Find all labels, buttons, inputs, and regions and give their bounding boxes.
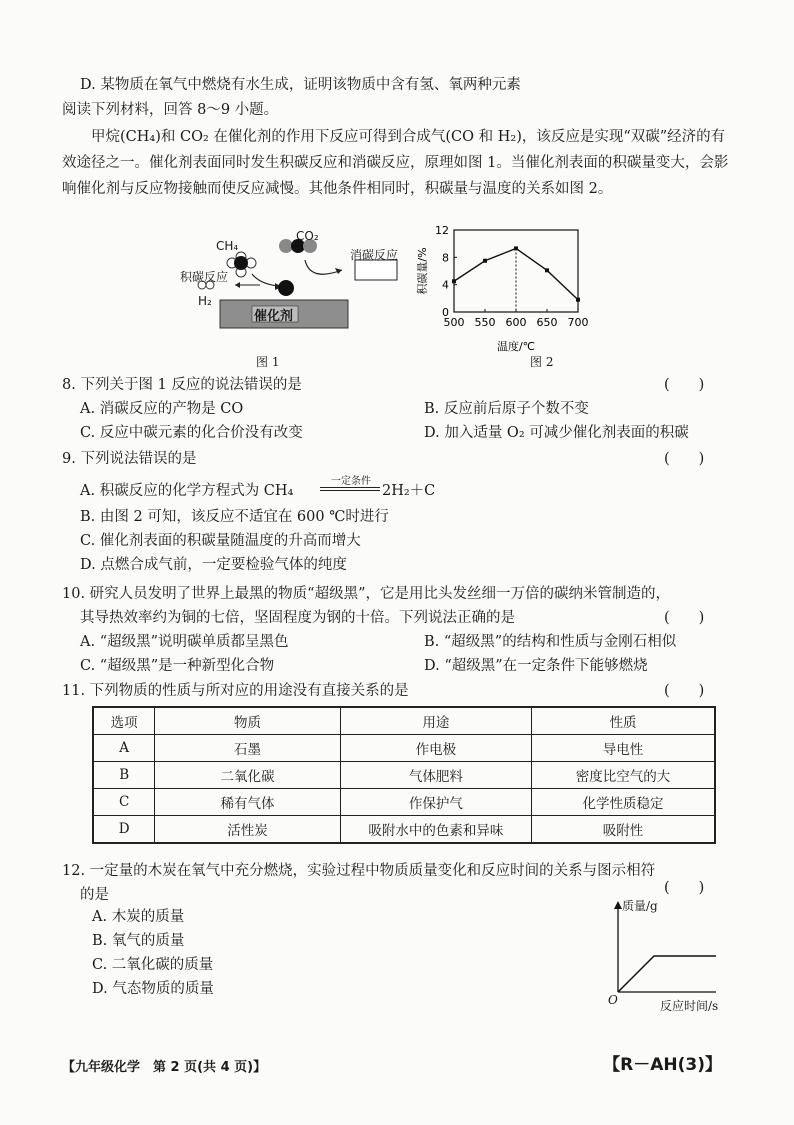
table-cell: 化学性质稳定 (532, 789, 715, 816)
figure-2-chart (412, 220, 602, 366)
q9-stem: 9. 下列说法错误的是 (62, 451, 197, 467)
x-axis-label: 温度/℃ (496, 340, 536, 353)
q8-option-d: D. 加入适量 O₂ 可减少催化剂表面的积碳 (424, 425, 689, 441)
y-tick-label: 12 (435, 224, 449, 237)
table-cell: 二氧化碳 (155, 762, 340, 789)
q12-answer-paren: ( ) (664, 880, 705, 896)
q9-option-b: B. 由图 2 可知，该反应不适宜在 600 ℃时进行 (80, 509, 389, 525)
q12-option-b: B. 氧气的质量 (92, 933, 185, 949)
table-cell: D (93, 816, 155, 844)
page-footer-right: 【R－AH(3)】 (603, 1055, 722, 1075)
table-header-cell: 用途 (340, 707, 531, 735)
q8-option-b: B. 反应前后原子个数不变 (424, 401, 589, 417)
q11-stem: 11. 下列物质的性质与所对应的用途没有直接关系的是 (62, 683, 409, 699)
x-tick-label: 500 (443, 316, 465, 329)
q12-graph-curve (618, 956, 716, 992)
fig1-xiaotan-label: 消碳反应 (350, 248, 399, 262)
reading-material: 甲烷(CH₄)和 CO₂ 在催化剂的作用下反应可得到合成气(CO 和 H₂)，该反应是实现“双碳”经济的有效途径之一。催化剂表面同时发生积碳反应和消碳反应，原理如图 1。当催化剂表面的积碳量变大，会影响催化剂与反应物接触而使反应减慢。其他条件相同时，积碳量与温度的关系如图 2。 (62, 129, 729, 197)
q12-option-d: D. 气态物质的质量 (92, 981, 214, 997)
table-cell: A (93, 735, 155, 762)
y-tick-label: 8 (442, 251, 449, 265)
q10-stem-line-2: 其导热效率约为铜的七倍，坚固程度为钢的十倍。下列说法正确的是 (80, 610, 515, 626)
q9-reaction-condition: 一定条件 (331, 476, 371, 487)
table-cell: 稀有气体 (155, 789, 340, 816)
y-axis-label: 积碳量/% (416, 247, 429, 295)
q12-graph-origin: O (608, 993, 618, 1007)
previous-option-d: D. 某物质在氧气中燃烧有水生成，证明该物质中含有氢、氧两种元素 (80, 77, 521, 93)
table-row (93, 762, 715, 789)
fig1-h2-label: H₂ (198, 294, 212, 308)
table-cell: 吸附性 (532, 816, 715, 844)
table-cell: 密度比空气的大 (532, 762, 715, 789)
data-point (514, 246, 518, 250)
table-header-cell: 选项 (93, 707, 155, 735)
data-point (545, 268, 549, 272)
q12-graph-xlabel: 反应时间/s (660, 999, 719, 1013)
table-cell: 作电极 (340, 735, 531, 762)
q10-option-c: C. “超级黑”是一种新型化合物 (80, 658, 275, 674)
q10-option-d: D. “超级黑”在一定条件下能够燃烧 (424, 658, 648, 674)
table-header-row (93, 707, 715, 735)
table-cell: 活性炭 (155, 816, 340, 844)
data-point (483, 259, 487, 263)
q10-option-b: B. “超级黑”的结构和性质与金刚石相似 (424, 634, 677, 650)
q11-table (92, 706, 716, 844)
x-tick-label: 700 (567, 316, 589, 329)
table-header-cell: 物质 (155, 707, 340, 735)
table-cell: 气体肥料 (340, 762, 531, 789)
table-row (93, 816, 715, 844)
y-tick-label: 4 (442, 278, 449, 292)
page-footer-left: 【九年级化学 第 2 页(共 4 页)】 (62, 1060, 267, 1075)
q12-graph-ylabel: 质量/g (622, 899, 658, 913)
fig1-ch4-label: CH₄ (216, 239, 239, 253)
table-cell: 作保护气 (340, 789, 531, 816)
q9-answer-paren: ( ) (664, 451, 705, 467)
fig2-caption: 图 2 (530, 355, 554, 369)
q12-stem-line-1: 12. 一定量的木炭在氧气中充分燃烧，实验过程中物质质量变化和反应时间的关系与图示相符 (62, 863, 656, 879)
q9-equation-line-1 (320, 487, 380, 488)
fig1-caption: 图 1 (256, 355, 280, 369)
table-row (93, 735, 715, 762)
x-tick-label: 550 (474, 316, 496, 329)
q9-equation-line-2 (320, 490, 380, 491)
q12-option-a: A. 木炭的质量 (92, 909, 185, 925)
data-point (576, 298, 580, 302)
q10-answer-paren: ( ) (664, 610, 705, 626)
table-cell: 吸附水中的色素和异味 (340, 816, 531, 844)
table-cell: C (93, 789, 155, 816)
x-tick-label: 600 (505, 316, 527, 329)
reading-intro: 阅读下列材料，回答 8～9 小题。 (62, 102, 279, 118)
q9-option-c: C. 催化剂表面的积碳量随温度的升高而增大 (80, 533, 361, 549)
table-cell: 导电性 (532, 735, 715, 762)
table-cell: 石墨 (155, 735, 340, 762)
table-row (93, 789, 715, 816)
q9-option-a-prefix: A. 积碳反应的化学方程式为 CH₄ (80, 483, 294, 499)
y-tick-label: 0 (442, 306, 449, 319)
q8-option-c: C. 反应中碳元素的化合价没有改变 (80, 425, 303, 441)
q8-stem: 8. 下列关于图 1 反应的说法错误的是 (62, 377, 302, 393)
fig1-co2-label: CO₂ (296, 229, 319, 243)
fig1-jitan-label: 积碳反应 (180, 270, 229, 284)
q12-stem-line-2: 的是 (80, 887, 109, 903)
plot-frame (454, 230, 578, 312)
table-header-cell: 性质 (532, 707, 715, 735)
q9-option-a-suffix: 2H₂＋C (382, 483, 436, 499)
q8-option-a: A. 消碳反应的产物是 CO (80, 401, 244, 417)
data-point (452, 279, 456, 283)
fig1-catalyst-label: 催化剂 (254, 309, 294, 324)
q8-answer-paren: ( ) (664, 377, 705, 393)
q9-option-d: D. 点燃合成气前，一定要检验气体的纯度 (80, 557, 347, 573)
q11-answer-paren: ( ) (664, 683, 705, 699)
q10-option-a: A. “超级黑”说明碳单质都呈黑色 (80, 634, 289, 650)
q10-stem-line-1: 10. 研究人员发明了世界上最黑的物质“超级黑”，它是用比头发丝细一万倍的碳纳米管制造的， (62, 586, 670, 602)
q12-option-c: C. 二氧化碳的质量 (92, 957, 214, 973)
x-tick-label: 650 (536, 316, 558, 329)
table-cell: B (93, 762, 155, 789)
